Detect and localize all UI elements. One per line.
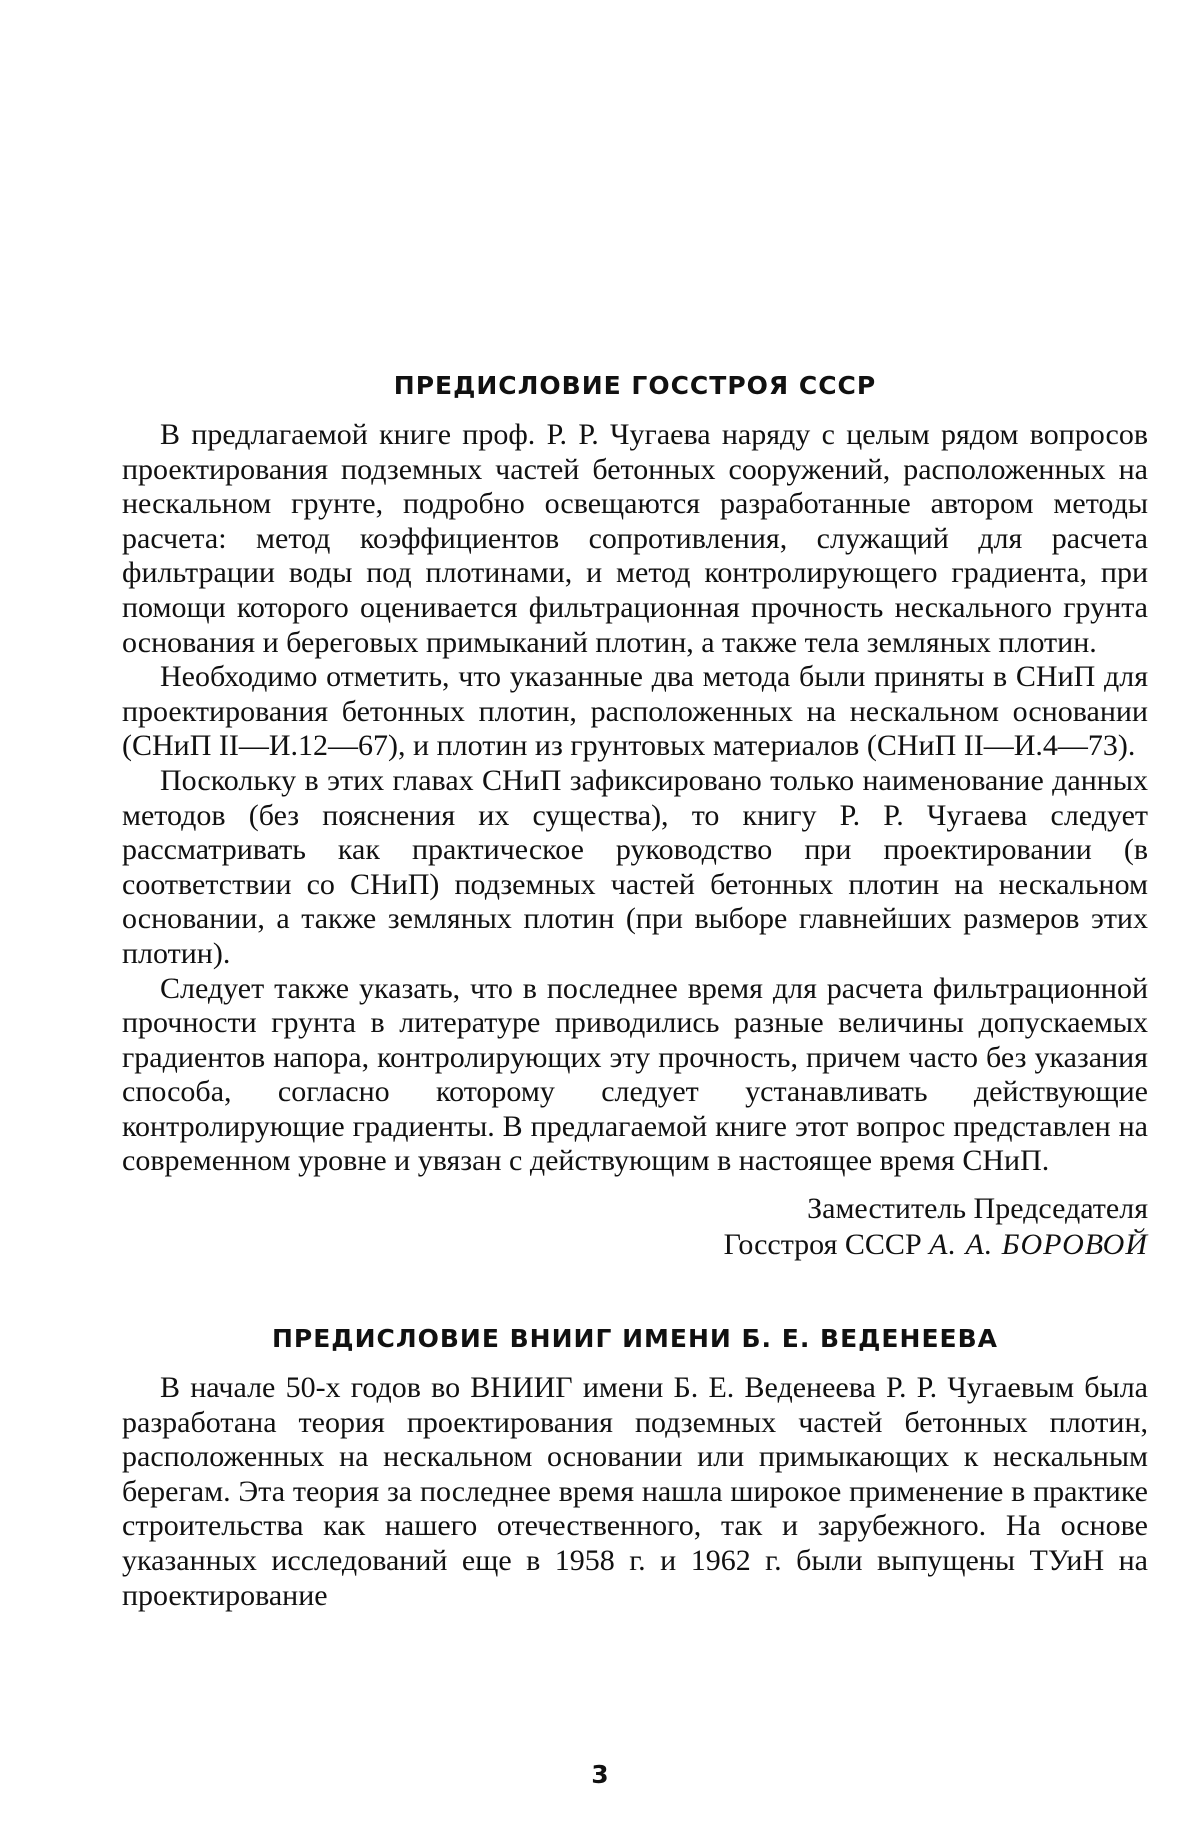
page-body (122, 370, 1148, 1613)
section1-paragraph-2: Необходимо отметить, что указанные два метода были приняты в СНиП для проектирования бетонных плотин, расположенных на нескальном основании (СНиП II—И.12—67), и плотин из грунтовых материалов (СНиП II—И.4—73). (122, 660, 1148, 763)
section1-paragraph-3: Поскольку в этих главах СНиП зафиксировано только наименование данных методов (без пояснения их существа), то книгу Р. Р. Чугаева следует рассматривать как практическое руководство при проектировании (в соответствии со СНиП) подземных частей бетонных плотин на нескальном основании, а также земляных плотин (при выборе главнейших размеров этих плотин). (122, 763, 1148, 970)
section2-paragraph-1: В начале 50-х годов во ВНИИГ имени Б. Е. Веденеева Р. Р. Чугаевым была разработана теория проектирования подземных частей бетонных плотин, расположенных на нескальном основании или примыкающих к нескальным берегам. Эта теория за последнее время нашла широкое применение в практике строительства как нашего отечественного, так и зарубежного. На основе указанных исследований еще в 1958 г. и 1962 г. были выпущены ТУиН на проектирование (122, 1371, 1148, 1612)
signature-position: Заместитель Председателя (807, 1192, 1148, 1226)
signature-name: А. А. БОРОВОЙ (929, 1228, 1148, 1262)
section1-paragraph-4: Следует также указать, что в последнее время для расчета фильтрационной прочности грунта в литературе приводились разные величины допускаемых градиентов напора, контролирующих эту прочность, причем часто без указания способа, согласно которому следует устанавливать действующие контролирующие градиенты. В предлагаемой книге этот вопрос представлен на современном уровне и увязан с действующим в настоящее время СНиП. (122, 971, 1148, 1178)
page-number: 3 (591, 1760, 609, 1789)
section1-paragraph-1: В предлагаемой книге проф. Р. Р. Чугаева наряду с целым рядом вопросов проектирования подземных частей бетонных сооружений, расположенных на нескальном грунте, подробно освещаются разработанные автором методы расчета: метод коэффициентов сопротивления, служащий для расчета фильтрации воды под плотинами, и метод контролирующего градиента, при помощи которого оценивается фильтрационная прочность нескального грунта основания и береговых примыканий плотин, а также тела земляных плотин. (122, 418, 1148, 659)
signature-organization: Госстроя СССР (723, 1228, 922, 1262)
section1-title: ПРЕДИСЛОВИЕ ГОССТРОЯ СССР (393, 371, 877, 400)
section2-title: ПРЕДИСЛОВИЕ ВНИИГ ИМЕНИ Б. Е. ВЕДЕНЕЕВА (271, 1324, 998, 1354)
signature-line (122, 1227, 1148, 1263)
signature-block (122, 1191, 1148, 1263)
